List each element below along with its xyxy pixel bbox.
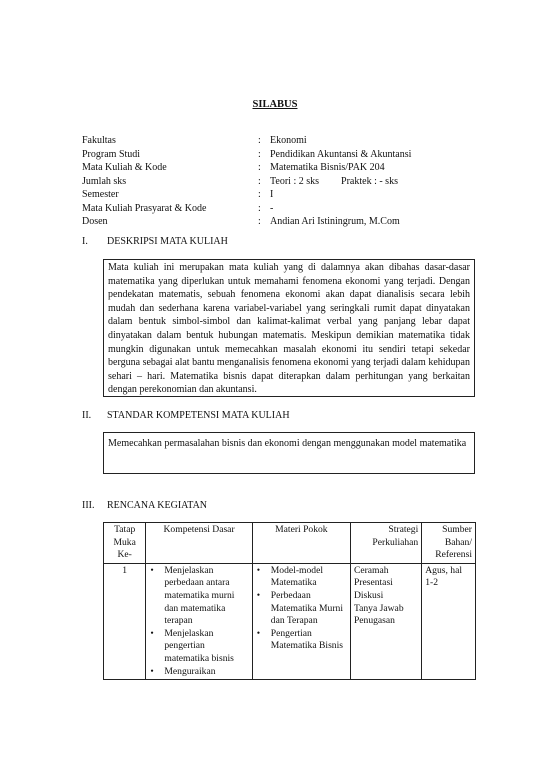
description-text: Mata kuliah ini merupakan mata kuliah yang di dalamnya akan dibahas dasar-dasar matematika yang diperlukan untuk memahami fenomena ekonomi yang terjadi. Dengan pendekatan matematis, sebuah fenomena ekonomi akan dapat dianalisis secara lebih mudah dan sederhana karena variabel-variabel yang seringkali rumit dapat dinyatakan dalam bentuk simbol-simbol dan kalimat-kalimat verbal yang panjang lebar dapat dinyatakan dalam bentuk hubungan matematis. Meskipun demikian matematika tidak mungkin digunakan untuk memecahkan masalah ekonomi itu sendiri tetapi sekedar berguna sebagai alat bantu menganalisis fenomena ekonomi yang terjadi dalam kehidupan sehari – hari. Matematika bisnis dapat diterapkan dalam perhitungan yang berkaitan dengan perekonomian dan akuntansi. [108, 262, 470, 396]
course-info [82, 134, 411, 229]
info-row-jumlah-sks [82, 175, 411, 189]
strategi-item: Penugasan [353, 615, 395, 627]
header-tatap-muka: Tatap Muka Ke- [104, 523, 146, 564]
info-label: Mata Kuliah Prasyarat & Kode [82, 202, 207, 214]
list-item: • Menguraikan [164, 666, 248, 679]
list-item: • Perbedaan Matematika Murni dan Terapan [271, 590, 347, 628]
info-value: Teori : 2 sks [270, 175, 320, 187]
table-header-row [104, 523, 476, 564]
info-value: I [270, 189, 274, 200]
section-heading-deskripsi [82, 236, 228, 247]
colon: : [258, 202, 261, 214]
plan-table [103, 522, 476, 680]
colon: : [258, 175, 261, 187]
strategi-item: Tanya Jawab [353, 602, 404, 614]
info-row-prasyarat [82, 202, 411, 216]
info-value-secondary: Praktek : - sks [341, 175, 398, 187]
colon: : [258, 148, 261, 160]
header-strategi: Strategi Perkuliahan [350, 523, 421, 564]
info-value: - [270, 202, 274, 214]
info-label: Program Studi [82, 148, 141, 160]
info-row-semester [82, 188, 411, 202]
competency-box [103, 432, 475, 474]
info-label: Dosen [82, 216, 108, 227]
description-box [103, 259, 475, 397]
section-heading-rencana [82, 500, 207, 511]
info-value: Pendidikan Akuntansi & Akuntansi [270, 148, 412, 160]
strategi-item: Ceramah [353, 564, 389, 576]
cell-kompetensi [146, 563, 252, 679]
info-row-program-studi [82, 148, 411, 162]
table-row [104, 563, 476, 679]
list-item: • Model-model Matematika [271, 565, 347, 590]
strategi-item: Presentasi [353, 577, 393, 589]
section-title: RENCANA KEGIATAN [107, 500, 208, 511]
colon: : [258, 162, 261, 173]
info-label: Fakultas [82, 135, 116, 146]
competency-text: Memecahkan permasalahan bisnis dan ekonomi dengan menggunakan model matematika [108, 438, 467, 449]
info-row-mata-kuliah [82, 161, 411, 175]
section-title: STANDAR KOMPETENSI MATA KULIAH [107, 410, 290, 421]
header-kompetensi: Kompetensi Dasar [146, 523, 252, 564]
section-heading-standar [82, 410, 290, 421]
document-title: SILABUS [252, 99, 298, 110]
header-sumber: Sumber Bahan/ Referensi [422, 523, 476, 564]
cell-session: 1 [104, 563, 146, 679]
cell-materi [252, 563, 350, 679]
colon: : [258, 189, 261, 200]
list-item: • Pengertian Matematika Bisnis [271, 628, 347, 653]
info-value: Ekonomi [270, 135, 307, 146]
colon: : [258, 216, 261, 227]
section-number: I. [82, 236, 88, 247]
info-row-fakultas [82, 134, 411, 148]
list-item: • Menjelaskan perbedaan antara matematika murni dan matematika terapan [164, 565, 248, 628]
header-materi: Materi Pokok [252, 523, 350, 564]
spacer [319, 175, 341, 189]
info-label: Jumlah sks [82, 175, 127, 187]
info-value: Andian Ari Istiningrum, M.Com [270, 216, 400, 227]
cell-strategi [350, 563, 421, 679]
section-number: II. [82, 410, 92, 421]
info-label: Semester [82, 189, 119, 200]
list-item: • Menjelaskan pengertian matematika bisnis [164, 628, 248, 666]
info-row-dosen [82, 215, 411, 229]
cell-sumber: Agus, hal 1-2 [422, 563, 476, 679]
section-title: DESKRIPSI MATA KULIAH [107, 236, 228, 247]
section-number: III. [82, 500, 95, 511]
colon: : [258, 135, 261, 146]
info-label: Mata Kuliah & Kode [82, 162, 167, 173]
info-value: Matematika Bisnis/PAK 204 [270, 162, 385, 173]
strategi-item: Diskusi [353, 589, 384, 601]
